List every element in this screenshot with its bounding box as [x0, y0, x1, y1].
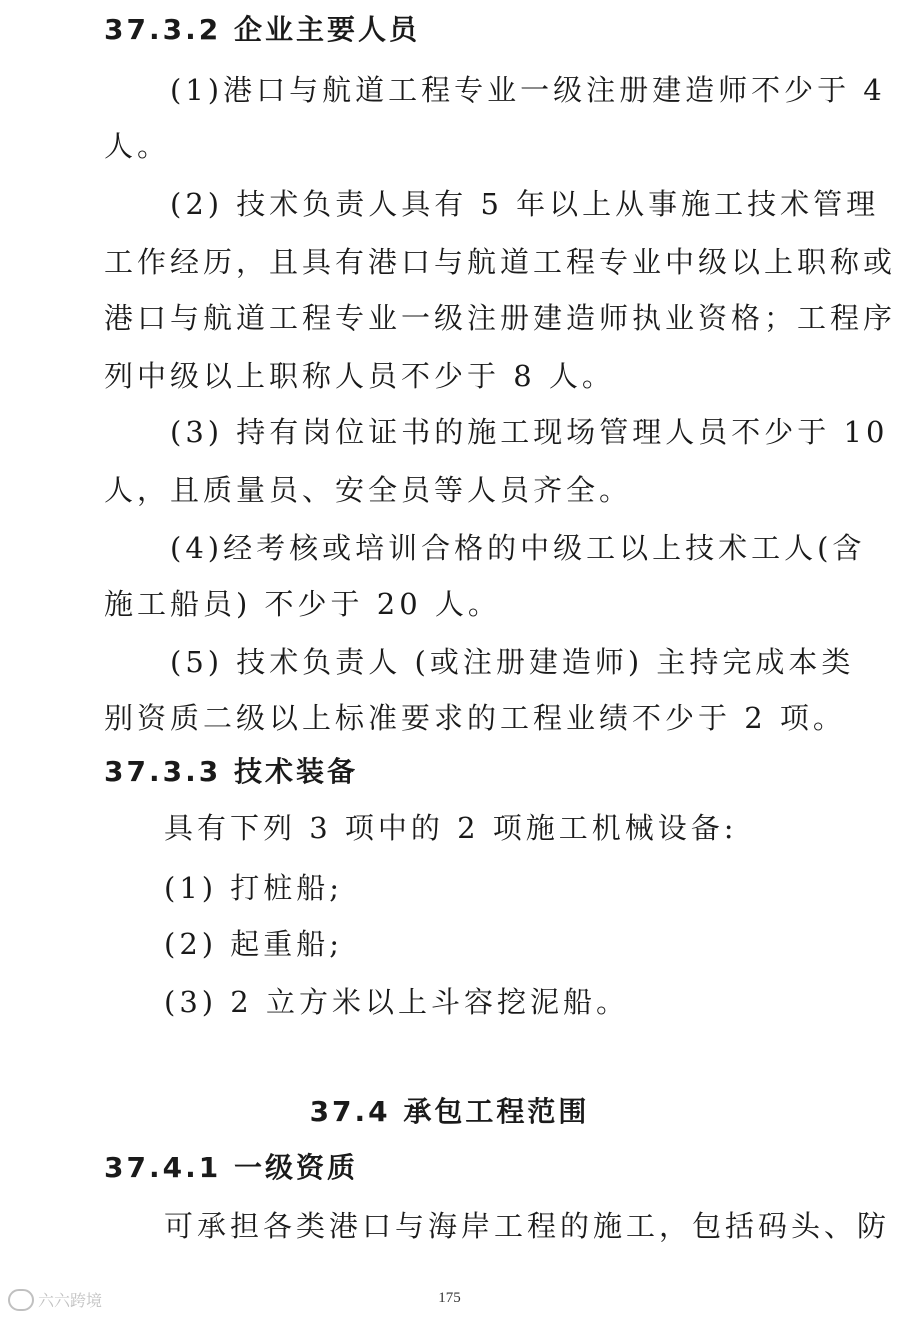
item-5-line-2: 别资质二级以上标准要求的工程业绩不少于 2 项。 — [104, 701, 846, 735]
item-2-line-2: 工作经历，且具有港口与航道工程专业中级以上职称或 — [104, 245, 897, 279]
item-5-line-1: (5) 技术负责人 (或注册建造师) 主持完成本类 — [170, 645, 855, 679]
item-1-line-2: 人。 — [104, 129, 171, 163]
heading-37-3-2: 37.3.2 企业主要人员 — [104, 13, 420, 46]
equipment-item-1: (1) 打桩船; — [164, 871, 344, 905]
equipment-intro: 具有下列 3 项中的 2 项施工机械设备: — [164, 811, 738, 845]
equipment-item-2: (2) 起重船; — [164, 927, 344, 961]
item-2-line-1: (2) 技术负责人具有 5 年以上从事施工技术管理 — [170, 187, 880, 221]
heading-37-4: 37.4 承包工程范围 — [309, 1095, 590, 1128]
item-2-line-4: 列中级以上职称人员不少于 8 人。 — [104, 359, 615, 393]
heading-37-4-1: 37.4.1 一级资质 — [104, 1151, 358, 1184]
item-4-line-2: 施工船员) 不少于 20 人。 — [104, 587, 501, 621]
equipment-item-3: (3) 2 立方米以上斗容挖泥船。 — [164, 985, 629, 1019]
item-4-line-1: (4)经考核或培训合格的中级工以上技术工人(含 — [170, 531, 866, 565]
item-1-line-1: (1)港口与航道工程专业一级注册建造师不少于 4 — [170, 73, 886, 107]
page-number: 175 — [438, 1290, 461, 1306]
watermark-text: 六六跨境 — [38, 1291, 103, 1310]
scope-line-1: 可承担各类港口与海岸工程的施工，包括码头、防 — [164, 1209, 891, 1243]
item-3-line-2: 人，且质量员、安全员等人员齐全。 — [104, 473, 633, 507]
item-2-line-3: 港口与航道工程专业一级注册建造师执业资格；工程序 — [104, 301, 897, 335]
heading-37-3-3: 37.3.3 技术装备 — [104, 755, 358, 788]
item-3-line-1: (3) 持有岗位证书的施工现场管理人员不少于 10 — [170, 415, 889, 449]
